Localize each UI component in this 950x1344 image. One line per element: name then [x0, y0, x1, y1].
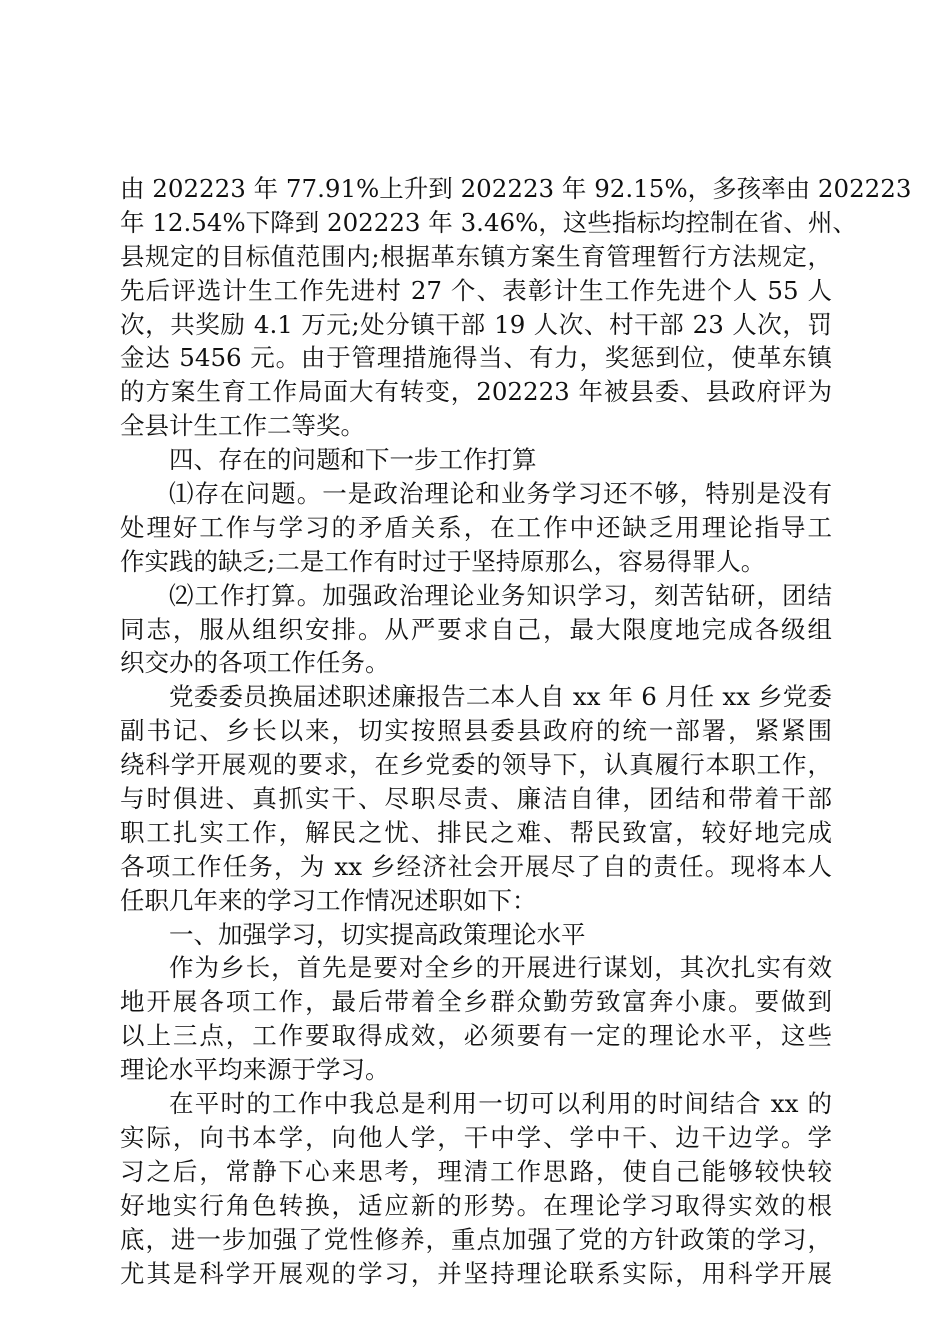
text-line: 次，共奖励 4.1 万元;处分镇干部 19 人次、村干部 23 人次，罚 [120, 309, 832, 339]
text-line: 一、加强学习，切实提高政策理论水平 [169, 919, 586, 949]
text-line: 全县计生工作二等奖。 [120, 411, 365, 441]
text-line: 理论水平均来源于学习。 [120, 1055, 390, 1085]
text-line: 党委委员换届述职述廉报告二本人自 xx 年 6 月任 xx 乡党委 [169, 682, 832, 712]
text-line: 实际，向书本学，向他人学，干中学、学中干、边干边学。学 [120, 1122, 832, 1152]
text-line: 织交办的各项工作任务。 [120, 648, 390, 678]
text-line: 尤其是科学开展观的学习，并坚持理论联系实际，用科学开展 [120, 1258, 832, 1288]
text-line: 以上三点，工作要取得成效，必须要有一定的理论水平，这些 [120, 1021, 832, 1051]
text-line: 先后评选计生工作先进村 27 个、表彰计生工作先进个人 55 人 [120, 275, 832, 305]
text-line: 地开展各项工作，最后带着全乡群众勤劳致富奔小康。要做到 [120, 987, 832, 1017]
text-line: 底，进一步加强了党性修养，重点加强了党的方针政策的学习， [120, 1224, 832, 1254]
text-line: 习之后，常静下心来思考，理清工作思路，使自己能够较快较 [120, 1156, 832, 1186]
text-line: 绕科学开展观的要求，在乡党委的领导下，认真履行本职工作， [120, 750, 832, 780]
document-body [120, 172, 912, 1290]
text-line: 任职几年来的学习工作情况述职如下： [120, 885, 537, 915]
text-line: 在平时的工作中我总是利用一切可以利用的时间结合 xx 的 [169, 1089, 832, 1119]
text-line: 与时俱进、真抓实干、尽职尽责、廉洁自律，团结和带着干部 [120, 784, 832, 814]
text-line: 县规定的目标值范围内;根据革东镇方案生育管理暂行方法规定， [120, 241, 832, 271]
text-line: 各项工作任务，为 xx 乡经济社会开展尽了自的责任。现将本人 [120, 851, 832, 881]
text-line: ⑴存在问题。一是政治理论和业务学习还不够，特别是没有 [169, 479, 832, 509]
text-line: 处理好工作与学习的矛盾关系，在工作中还缺乏用理论指导工 [120, 512, 832, 542]
text-line: ⑵工作打算。加强政治理论业务知识学习，刻苦钻研，团结 [169, 580, 832, 610]
text-line: 金达 5456 元。由于管理措施得当、有力，奖惩到位，使革东镇 [120, 343, 832, 373]
text-line: 由 202223 年 77.91%上升到 202223 年 92.15%，多孩率由 202223 [120, 174, 912, 203]
text-line: 作为乡长，首先是要对全乡的开展进行谋划，其次扎实有效 [169, 953, 832, 983]
text-line: 的方案生育工作局面大有转变，202223 年被县委、县政府评为 [120, 377, 832, 407]
text-line: 职工扎实工作，解民之忧、排民之难、帮民致富，较好地完成 [120, 817, 832, 847]
text-line: 作实践的缺乏;二是工作有时过于坚持原那么，容易得罪人。 [120, 546, 766, 576]
text-line: 副书记、乡长以来，切实按照县委县政府的统一部署，紧紧围 [120, 716, 832, 746]
text-line: 同志，服从组织安排。从严要求自己，最大限度地完成各级组 [120, 614, 832, 644]
text-line: 四、存在的问题和下一步工作打算 [169, 445, 537, 475]
text-line: 年 12.54%下降到 202223 年 3.46%，这些指标均控制在省、州、 [120, 207, 857, 237]
text-line: 好地实行角色转换，适应新的形势。在理论学习取得实效的根 [120, 1190, 832, 1220]
